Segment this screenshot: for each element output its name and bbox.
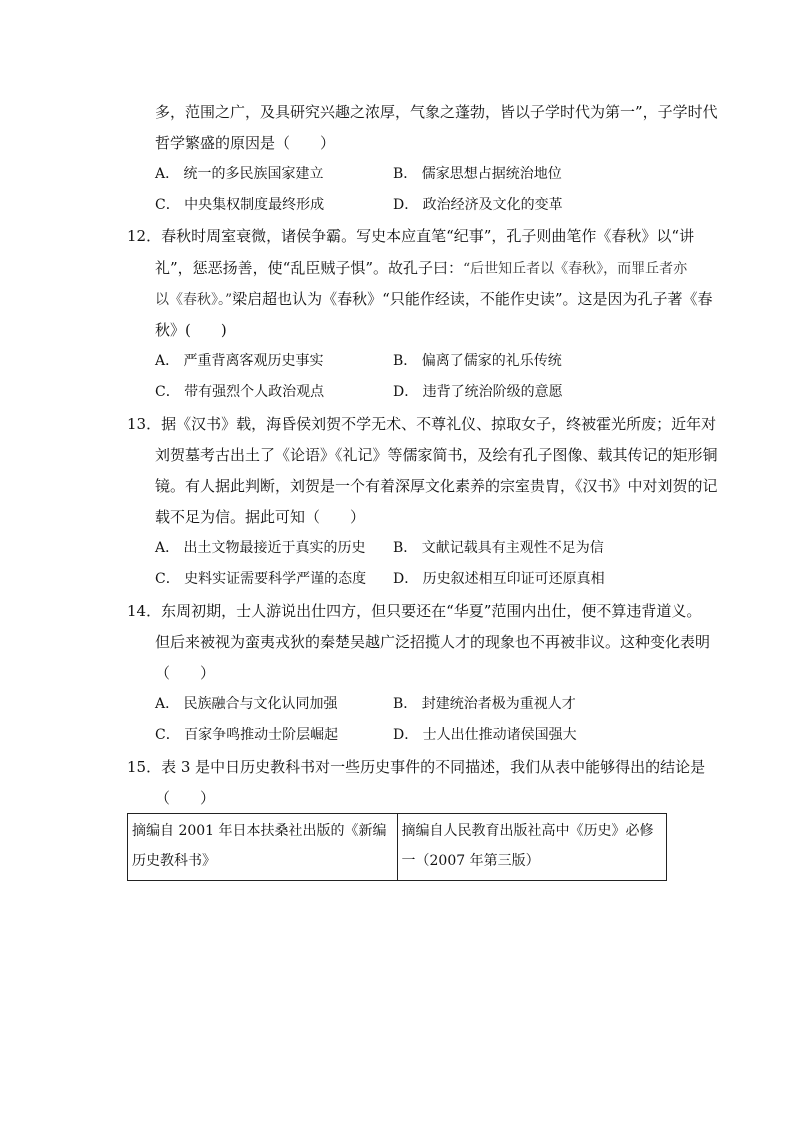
question-12-text-line-2 [155, 258, 687, 279]
question-13-text-line-1: 13．据《汉书》载，海昏侯刘贺不学无术、不尊礼仪、掠取女子，终被霍光所废；近年对 [127, 415, 717, 433]
comparison-table [127, 813, 667, 881]
question-12-text-line-4: 秋》( ) [155, 321, 227, 339]
confucius-quote-part-1: “后世知丘者以《春秋》，而罪丘者亦 [463, 261, 688, 277]
question-11-option-b[interactable]: B． 儒家思想占据统治地位 [393, 166, 562, 182]
question-13-option-a[interactable]: A． 出土文物最接近于真实的历史 [155, 540, 366, 556]
confucius-quote-part-2: 以《春秋》。” [155, 292, 233, 308]
question-13-option-d[interactable]: D． 历史叙述相互印证可还原真相 [393, 571, 605, 587]
question-11-option-a[interactable]: A． 统一的多民族国家建立 [155, 166, 324, 182]
question-14-text-line-3: （ ） [155, 664, 216, 682]
question-11-text-line-2: 哲学繁盛的原因是（ ） [155, 134, 336, 152]
question-14-option-b[interactable]: B． 封建统治者极为重视人才 [393, 696, 576, 712]
question-14-option-d[interactable]: D． 士人出仕推动诸侯国强大 [393, 727, 577, 743]
question-11-option-c[interactable]: C． 中央集权制度最终形成 [155, 197, 325, 213]
question-15-text-line-2: （ ） [155, 789, 216, 807]
question-14-text-line-2: 但后来被视为蛮夷戎狄的秦楚吴越广泛招揽人才的现象也不再被非议。这种变化表明 [155, 633, 711, 651]
table-cell-japan-textbook: 摘编自 2001 年日本扶桑社出版的《新编历史教科书》 [128, 814, 398, 881]
question-12-option-d[interactable]: D． 违背了统治阶级的意愿 [393, 384, 563, 400]
question-11-option-d[interactable]: D． 政治经济及文化的变革 [393, 197, 563, 213]
question-13-text-line-2: 刘贺墓考古出土了《论语》《礼记》等儒家简书，及绘有孔子图像、载其传记的矩形铜 [155, 446, 718, 464]
question-14-option-c[interactable]: C． 百家争鸣推动士阶层崛起 [155, 727, 339, 743]
question-11-text-line-1: 多，范围之广，及具研究兴趣之浓厚，气象之蓬勃，皆以子学时代为第一”，子学时代 [155, 103, 718, 121]
question-13-option-b[interactable]: B． 文献记载具有主观性不足为信 [393, 540, 604, 556]
table-cell-china-textbook: 摘编自人民教育出版社高中《历史》必修一（2007 年第三版） [397, 814, 667, 881]
question-13-text-line-4: 载不足为信。据此可知（ ） [155, 508, 366, 526]
question-12-text-line-1: 12．春秋时周室衰微，诸侯争霸。写史本应直笔“纪事”，孔子则曲笔作《春秋》以“讲 [127, 227, 695, 245]
table-row [128, 814, 667, 881]
question-14-text-line-1: 14．东周初期，士人游说出仕四方，但只要还在“华夏”范围内出仕，便不算违背道义。 [127, 602, 702, 620]
question-13-text-line-3: 镜。有人据此判断，刘贺是一个有着深厚文化素养的宗室贵胄，《汉书》中对刘贺的记 [155, 477, 718, 495]
question-14-option-a[interactable]: A． 民族融合与文化认同加强 [155, 696, 338, 712]
question-12-text-line-3 [155, 289, 713, 310]
question-13-option-c[interactable]: C． 史料实证需要科学严谨的态度 [155, 571, 367, 587]
question-12-option-a[interactable]: A． 严重背离客观历史事实 [155, 353, 324, 369]
question-12-text-part: 梁启超也认为《春秋》“只能作经读，不能作史读”。这是因为孔子著《春 [232, 290, 713, 308]
question-15-text-line-1: 15．表 3 是中日历史教科书对一些历史事件的不同描述，我们从表中能够得出的结论是 [127, 758, 706, 776]
question-12-option-b[interactable]: B． 偏离了儒家的礼乐传统 [393, 353, 562, 369]
question-12-option-c[interactable]: C． 带有强烈个人政治观点 [155, 384, 325, 400]
question-12-text-part: 礼”，惩恶扬善，使“乱臣贼子惧”。故孔子曰： [155, 259, 464, 277]
